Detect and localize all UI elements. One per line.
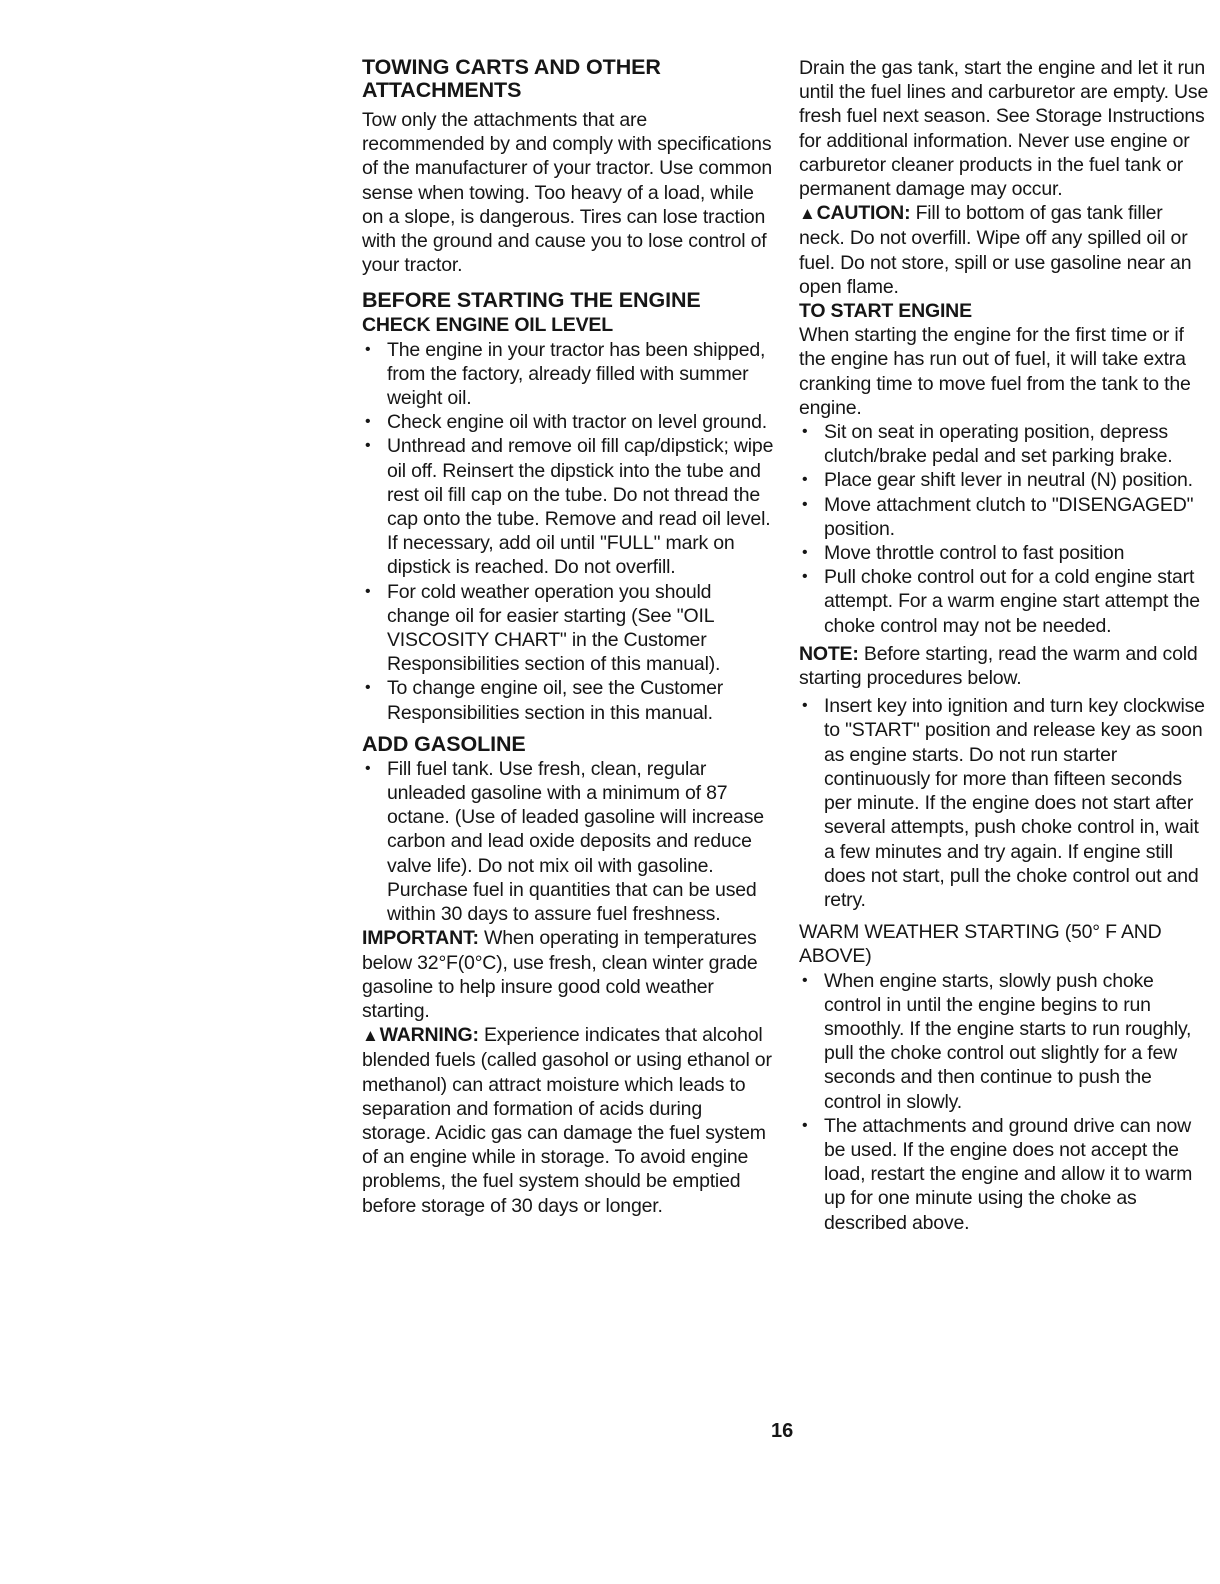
list-item: • Move throttle control to fast position bbox=[799, 541, 1211, 565]
list-item: • Unthread and remove oil fill cap/dipstick; wipe oil off. Reinsert the dipstick into the tube and rest oil fill cap on the tube. Do not thread the cap onto the tube. Remove and read oil level. If necessary, add oil until "FULL" mark on dipstick is reached. Do not overfill. bbox=[362, 434, 774, 579]
page-number: 16 bbox=[771, 1420, 794, 1442]
drain-text: Drain the gas tank, start the engine and let it run until the fuel lines and carburetor are empty. Use fresh fuel next season. See Storage Instructions for additional information. Never use engine or carburetor cleaner products in the fuel tank or permanent damage may occur. bbox=[799, 57, 1209, 201]
list-item: • To change engine oil, see the Customer Responsibilities section in this manual. bbox=[362, 676, 774, 724]
caution-text: Fill to bottom of gas tank filler neck. Do not overfill. Wipe off any spilled oil or fuel. Do not store, spill or use gasoline near an open flame. bbox=[799, 202, 1192, 298]
important-label: IMPORTANT: bbox=[362, 927, 479, 950]
warning-paragraph bbox=[362, 1023, 774, 1218]
warning-text: Experience indicates that alcohol blended fuels (called gasohol or using ethanol or methanol) can attract moisture which leads to separation and formation of acids during storage. Acidic gas can damage the fuel system of an engine while in storage. To avoid engine problems, the fuel system should be emptied before storage of 30 days or longer. bbox=[362, 1024, 772, 1217]
warning-triangle-icon: ▲ bbox=[362, 1026, 379, 1046]
caution-paragraph bbox=[799, 201, 1211, 299]
towing-heading-line-2: ATTACHMENTS bbox=[362, 78, 522, 102]
start-text: When starting the engine for the first time or if the engine has run out of fuel, it will take extra cranking time to move fuel from the tank to the engine. bbox=[799, 324, 1191, 419]
towing-text: Tow only the attachments that are recommended by and comply with specifications of the manufacturer of your tractor. Use common sense when towing. Too heavy of a load, while on a slope, is dangerous. Tires can lose traction with the ground and cause you to lose control of your tractor. bbox=[362, 109, 773, 277]
warm-list bbox=[799, 969, 1211, 1235]
left-column bbox=[362, 56, 774, 1218]
before-starting-heading: BEFORE STARTING THE ENGINE bbox=[362, 288, 701, 313]
important-paragraph bbox=[362, 926, 774, 1023]
key-list bbox=[799, 694, 1211, 912]
list-item: • Check engine oil with tractor on level ground. bbox=[362, 410, 774, 434]
check-oil-heading: CHECK ENGINE OIL LEVEL bbox=[362, 314, 613, 337]
warm-weather-heading: WARM WEATHER STARTING (50° F AND ABOVE) bbox=[799, 921, 1162, 968]
right-column bbox=[799, 56, 1211, 1235]
list-item: • The attachments and ground drive can now be used. If the engine does not accept the load, restart the engine and allow it to warm up for one minute using the choke as described above. bbox=[799, 1114, 1211, 1235]
towing-heading bbox=[362, 56, 774, 102]
oil-list bbox=[362, 338, 774, 725]
note-text: Before starting, read the warm and cold starting procedures below. bbox=[799, 642, 1198, 690]
towing-heading-line-1: TOWING CARTS AND OTHER bbox=[362, 55, 661, 79]
caution-triangle-icon: ▲ bbox=[799, 204, 816, 224]
note-paragraph bbox=[799, 642, 1211, 690]
start-list bbox=[799, 420, 1211, 638]
important-text: When operating in temperatures below 32°F(0°C), use fresh, clean winter grade gasoline to help insure good cold weather starting. bbox=[362, 927, 758, 1022]
note-label: NOTE: bbox=[799, 642, 859, 665]
list-item: • Sit on seat in operating position, depress clutch/brake pedal and set parking brake. bbox=[799, 420, 1211, 468]
add-gasoline-heading: ADD GASOLINE bbox=[362, 731, 526, 756]
warning-label: WARNING: bbox=[379, 1024, 479, 1047]
list-item: • The engine in your tractor has been shipped, from the factory, already filled with summer weight oil. bbox=[362, 338, 774, 411]
list-item: • Insert key into ignition and turn key clockwise to "START" position and release key as soon as engine starts. Do not run starter continuously for more than fifteen seconds per minute. If the engine does not start after several attempts, push choke control in, wait a few minutes and try again. If engine still does not start, pull the choke control out and retry. bbox=[799, 694, 1211, 912]
caution-label: CAUTION: bbox=[816, 202, 911, 225]
list-item: • Move attachment clutch to "DISENGAGED" position. bbox=[799, 493, 1211, 541]
list-item: • When engine starts, slowly push choke control in until the engine begins to run smoothly. If the engine starts to run roughly, pull the choke control out slightly for a few seconds and then continue to push the control in slowly. bbox=[799, 969, 1211, 1114]
list-item: • Place gear shift lever in neutral (N) position. bbox=[799, 468, 1211, 492]
list-item: • Pull choke control out for a cold engine start attempt. For a warm engine start attempt the choke control may not be needed. bbox=[799, 565, 1211, 638]
gasoline-list bbox=[362, 757, 774, 926]
list-item: • For cold weather operation you should change oil for easier starting (See "OIL VISCOSITY CHART" in the Customer Responsibilities section of this manual). bbox=[362, 580, 774, 677]
list-item: • Fill fuel tank. Use fresh, clean, regular unleaded gasoline with a minimum of 87 octane. (Use of leaded gasoline will increase carbon and lead oxide deposits and reduce valve life). Do not mix oil with gasoline. Purchase fuel in quantities that can be used within 30 days to assure fuel freshness. bbox=[362, 757, 774, 926]
to-start-engine-heading: TO START ENGINE bbox=[799, 300, 972, 323]
